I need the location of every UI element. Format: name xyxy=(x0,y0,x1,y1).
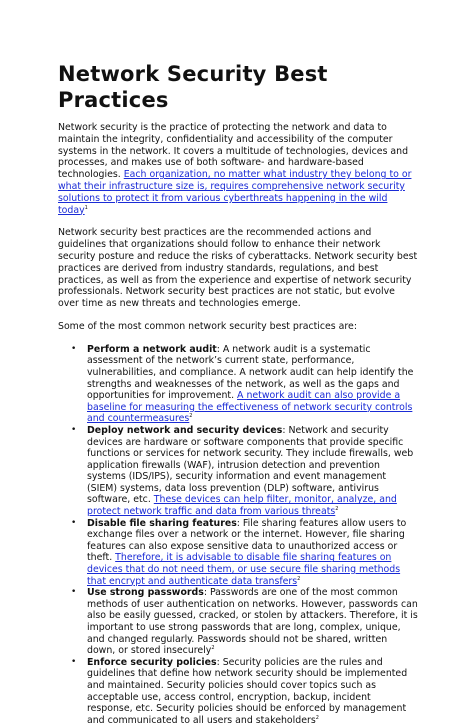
list-item xyxy=(58,344,418,425)
citation-ref[interactable]: 2 xyxy=(189,413,193,420)
list-item xyxy=(58,587,418,657)
citation-ref[interactable]: 1 xyxy=(84,204,88,211)
citation-ref[interactable]: 2 xyxy=(335,505,339,512)
item-text: : Network and security devices are hardware or software components that provide specific functions or services for network security. They include firewalls, web application firewalls (WAF), intrusion detection and prevention systems (IDS/IPS), security information and event management (SIEM) systems, data loss prevention (DLP) software, antivirus software, etc. xyxy=(87,424,414,506)
list-intro-paragraph: Some of the most common network security best practices are: xyxy=(58,320,357,332)
item-heading: Use strong passwords xyxy=(87,587,204,599)
item-heading: Disable file sharing features xyxy=(87,517,237,529)
item-text: : Security policies are the rules and guidelines that define how network security should be implemented and maintained. Security policies should cover topics such as acceptable use, access control, encryption, backup, incident response, etc. Security policies should be enforced by management and communicated to all users and stakeholders xyxy=(87,656,408,726)
item-text: : Passwords are one of the most common methods of user authentication on networks. However, passwords can also be easily guessed, cracked, or stolen by attackers. Therefore, it is important to use strong passwords that are long, complex, unique, and changed regularly. Passwords should not be shared, written down, or stored insecurely xyxy=(87,587,418,657)
bullet-icon: • xyxy=(71,587,77,598)
intro-citation-link[interactable]: Each organization, no matter what industry they belong to or what their infrastructure size is, requires comprehensive network security solutions to protect it from various cyberthreats happening in the wild today xyxy=(58,169,412,216)
bullet-icon: • xyxy=(71,517,77,528)
bullet-icon: • xyxy=(71,424,77,435)
item-text: : A network audit is a systematic assessment of the network’s current state, performance, vulnerabilities, and compliance. A network audit can help identify the strengths and weaknesses of the network, as well as the gaps and opportunities for improvement. xyxy=(87,343,414,402)
item-citation-link[interactable]: Therefore, it is advisable to disable file sharing features on devices that do not need them, or use secure file sharing methods that encrypt and authenticate data transfers xyxy=(87,552,401,587)
item-citation-link[interactable]: These devices can help filter, monitor, analyze, and protect network traffic and data from various threats xyxy=(87,494,397,518)
best-practices-list xyxy=(58,344,418,726)
definition-paragraph: Network security best practices are the recommended actions and guidelines that organizations should follow to enhance their network security posture and reduce the risks of cyberattacks. Network security best practices are derived from industry standards, regulations, and best practices, as well as from the experience and expertise of network security professionals. Network security best practices are not static, but evolve over time as new threats and technologies emerge. xyxy=(58,227,418,310)
item-text: : File sharing features allow users to exchange files over a network or the internet. However, file sharing features can also expose sensitive data to unauthorized access or theft. xyxy=(87,517,407,564)
list-item xyxy=(58,657,418,726)
citation-ref[interactable]: 2 xyxy=(297,575,301,582)
intro-paragraph xyxy=(58,122,418,216)
bullet-icon: • xyxy=(71,343,77,354)
item-citation-link[interactable]: A network audit can also provide a baseline for measuring the effectiveness of network security controls and countermeasures xyxy=(87,390,413,425)
intro-text: Network security is the practice of protecting the network and data to maintain the integrity, confidentiality and accessibility of the computer systems in the network. It covers a multitude of technologies, devices and processes, and makes use of both software- and hardware-based technologies. xyxy=(58,122,409,181)
list-item xyxy=(58,518,418,588)
list-item xyxy=(58,425,418,518)
item-heading: Perform a network audit xyxy=(87,343,217,355)
bullet-icon: • xyxy=(71,656,77,667)
page-title: Network Security Best Practices xyxy=(58,62,328,112)
citation-ref[interactable]: 2 xyxy=(315,714,319,721)
item-heading: Deploy network and security devices xyxy=(87,424,283,436)
item-heading: Enforce security policies xyxy=(87,656,217,668)
citation-ref[interactable]: 2 xyxy=(211,645,215,652)
